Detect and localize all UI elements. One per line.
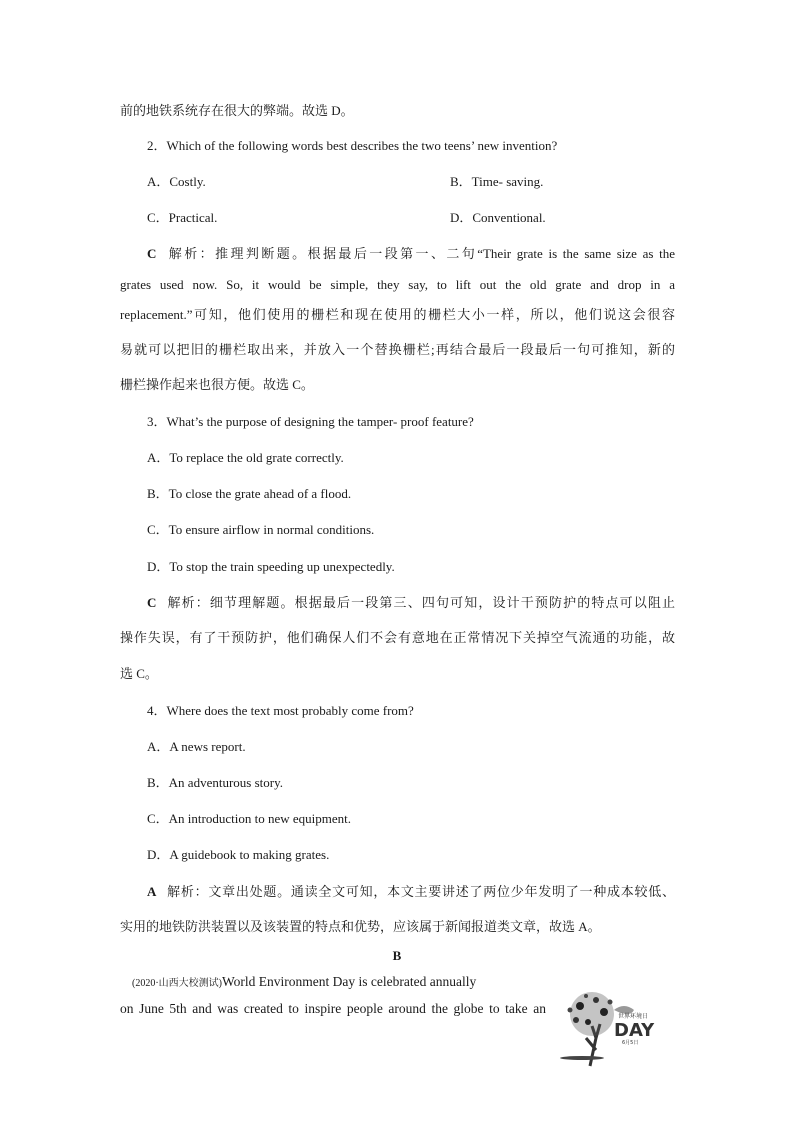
q2-explanation-1: C 解析：推理判断题。根据最后一段第一、二句“Their grate is the same size as the [147,246,675,261]
q2-explanation-3: replacement.”可知，他们使用的栅栏和现在使用的栅栏大小一样，所以，他们说这会很容 [120,307,675,322]
question-2: 2．Which of the following words best describes the two teens’ new invention? [147,138,558,153]
q4-option-a: A．A news report. [147,739,246,754]
q2-option-b: B．Time- saving. [450,174,544,189]
section-b-heading: B [392,948,402,963]
q2-option-c: C．Practical. [147,210,218,225]
q3-explanation-3: 选 C。 [120,666,158,681]
question-4: 4．Where does the text most probably come from? [147,703,414,718]
q3-explanation-1: C 解析：细节理解题。根据最后一段第三、四句可知，设计干预防护的特点可以阻止 [147,595,675,610]
q2-option-d: D．Conventional. [450,210,546,225]
q2-answer: C [147,246,157,261]
q3-answer: C [147,595,157,610]
q2-explanation-2: grates used now. So, it would be simple, they say, to lift out the old grate and drop in a [120,277,675,292]
environment-day-badge [552,988,662,1068]
q3-option-d: D．To stop the train speeding up unexpectedly. [147,559,395,574]
svg-text:DAY: DAY [614,1020,655,1041]
q2-option-a: A．Costly. [147,174,206,189]
svg-text:世界环境日: 世界环境日 [618,1013,649,1020]
svg-text:6月5日: 6月5日 [622,1040,639,1046]
q3-option-a: A．To replace the old grate correctly. [147,450,344,465]
passage-source: (2020·山西大校测试) [132,978,222,989]
tree-icon [552,988,662,1068]
q3-option-b: B．To close the grate ahead of a flood. [147,486,352,501]
question-3: 3．What’s the purpose of designing the tamper- proof feature? [147,414,474,429]
intro-end: 前的地铁系统存在很大的弊端。故选 D。 [120,103,354,118]
passage-line-2: on June 5th and was created to inspire people around the globe to take an [120,1001,546,1016]
q4-option-c: C．An introduction to new equipment. [147,811,352,826]
q2-explanation-5: 栅栏操作起来也很方便。故选 C。 [120,377,314,392]
passage-line-1: (2020·山西大校测试)World Environment Day is celebrated annually [132,974,477,989]
q4-explanation-1: A 解析：文章出处题。通读全文可知，本文主要讲述了两位少年发明了一种成本较低、 [147,884,675,899]
q4-explanation-2: 实用的地铁防洪装置以及该装置的特点和优势，应该属于新闻报道类文章，故选 A。 [120,919,601,934]
q4-option-b: B．An adventurous story. [147,775,284,790]
q4-option-d: D．A guidebook to making grates. [147,847,330,862]
q3-explanation-2: 操作失误，有了干预防护，他们确保人们不会有意地在正常情况下关掉空气流通的功能，故 [120,630,675,645]
q2-explanation-4: 易就可以把旧的栅栏取出来，并放入一个替换栅栏;再结合最后一段最后一句可推知，新的 [120,342,675,357]
q3-option-c: C．To ensure airflow in normal conditions. [147,522,375,537]
q4-answer: A [147,884,157,899]
